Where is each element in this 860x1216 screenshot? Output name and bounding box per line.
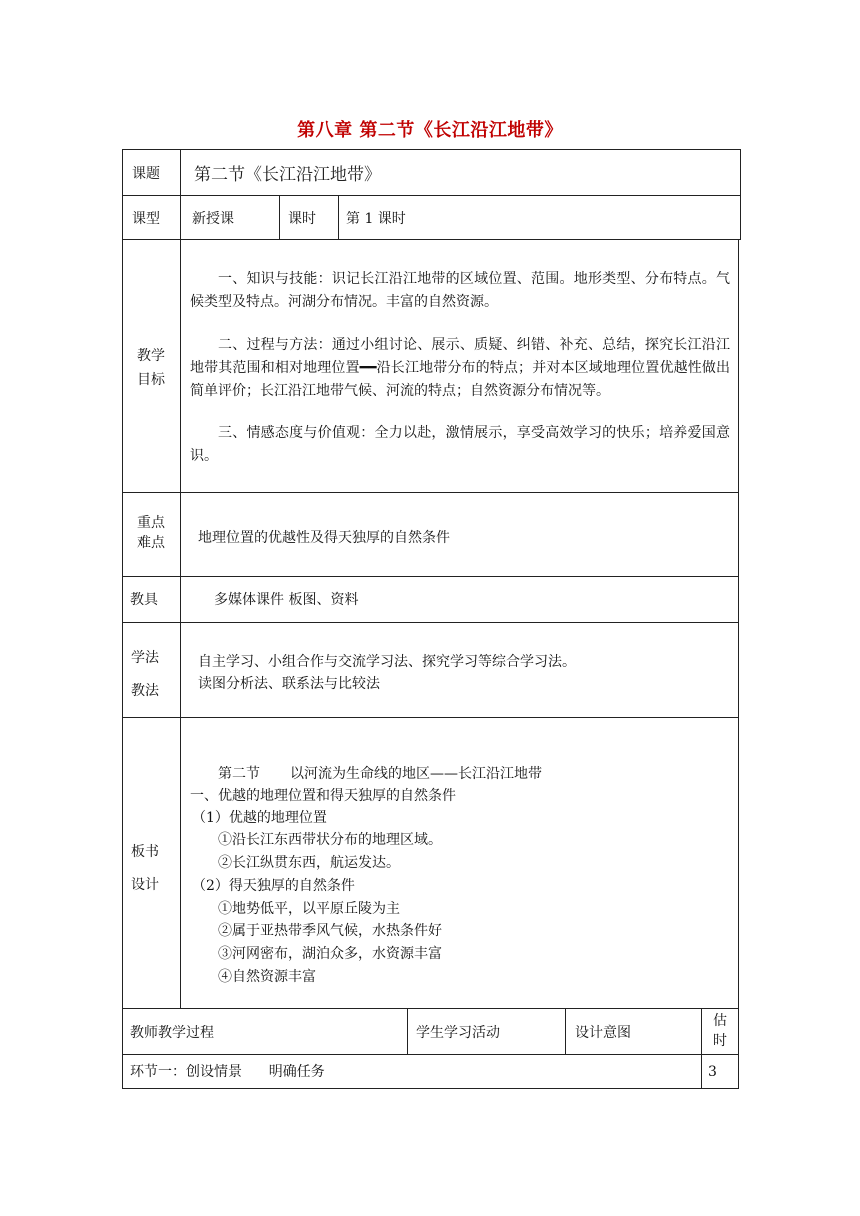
lesson-period-label: 课时	[288, 211, 316, 227]
lesson-type-label: 课型	[132, 211, 160, 227]
board-line: 一、优越的地理位置和得天独厚的自然条件	[190, 788, 456, 804]
board-line: ①沿长江东西带状分布的地理区域。	[218, 832, 442, 848]
lesson-type-value: 新授课	[192, 211, 234, 227]
objective-attitude: 三、情感态度与价值观：全力以赴，激情展示，享受高效学习的快乐；培养爱国意识。	[190, 425, 730, 464]
board-line: ①地势低平，以平原丘陵为主	[218, 901, 400, 917]
process-header-divider-1	[407, 1008, 408, 1055]
process-header-divider-2	[565, 1008, 566, 1055]
time-estimate-header-line1: 估	[713, 1013, 727, 1029]
row-lesson-type-divider-2	[279, 195, 280, 240]
row-board-design	[122, 717, 739, 1009]
row-key-points-divider	[180, 492, 181, 577]
row-topic-divider	[180, 149, 181, 196]
objective-knowledge: 一、知识与技能：识记长江沿江地带的区域位置、范围。地形类型、分布特点。气候类型及特点。河湖分布情况。丰富的自然资源。	[190, 271, 730, 310]
row-board-design-divider	[180, 717, 181, 1009]
methods-label-line2: 教法	[131, 683, 159, 699]
teaching-aids-value: 多媒体课件 板图、资料	[214, 592, 359, 608]
board-line: （2）得天独厚的自然条件	[192, 878, 355, 894]
key-points-label	[122, 513, 180, 553]
time-estimate-header-line2: 时	[713, 1033, 727, 1049]
board-label-line2: 设计	[131, 877, 159, 893]
objectives-label-line1: 教学	[137, 348, 165, 364]
teaching-aids-label: 教具	[130, 592, 158, 608]
row-step-1-divider	[701, 1054, 702, 1089]
topic-value: 第二节《长江沿江地带》	[194, 165, 381, 185]
objective-process: 二、过程与方法：通过小组讨论、展示、质疑、纠错、补充、总结，探究长江沿江地带其范围和相对地理位置━━沿长江地带分布的特点；并对本区域地理位置优越性做出简单评价；长江沿江地带气候、河流的特点；自然资源分布情况等。	[190, 337, 730, 399]
step-1-label: 环节一：创设情景 明确任务	[130, 1064, 325, 1080]
board-line: （1）优越的地理位置	[192, 810, 327, 826]
board-heading-section: 第二节	[218, 766, 260, 782]
teacher-process-header: 教师教学过程	[130, 1025, 214, 1041]
row-methods-divider	[180, 622, 181, 718]
row-lesson-type-divider-3	[338, 195, 339, 240]
page-title: 第八章 第二节《长江沿江地带》	[297, 120, 563, 141]
row-objectives-divider	[180, 239, 181, 493]
methods-label-line1: 学法	[131, 650, 159, 666]
row-lesson-type-divider-1	[180, 195, 181, 240]
key-points-label-line1: 重点	[137, 515, 165, 531]
objectives-label	[122, 346, 180, 390]
row-teaching-aids-divider	[180, 576, 181, 623]
time-estimate-header	[701, 1011, 739, 1051]
key-points-value: 地理位置的优越性及得天独厚的自然条件	[198, 530, 450, 546]
board-label-line1: 板书	[131, 844, 159, 860]
methods-line2: 读图分析法、联系法与比较法	[198, 676, 380, 692]
design-intent-header: 设计意图	[575, 1025, 631, 1041]
board-line: ②长江纵贯东西，航运发达。	[218, 855, 400, 871]
topic-label: 课题	[132, 166, 160, 182]
student-activity-header: 学生学习活动	[416, 1025, 500, 1041]
board-line: ③河网密布，湖泊众多，水资源丰富	[218, 946, 442, 962]
key-points-label-line2: 难点	[137, 535, 165, 551]
step-1-time: 3	[708, 1064, 717, 1080]
lesson-period-value: 第 1 课时	[346, 211, 406, 227]
board-line: ④自然资源丰富	[218, 969, 316, 985]
board-line: ②属于亚热带季风气候，水热条件好	[218, 923, 442, 939]
board-heading-title: 以河流为生命线的地区——长江沿江地带	[290, 766, 542, 782]
objectives-label-line2: 目标	[137, 372, 165, 388]
methods-line1: 自主学习、小组合作与交流学习法、探究学习等综合学习法。	[198, 654, 576, 670]
